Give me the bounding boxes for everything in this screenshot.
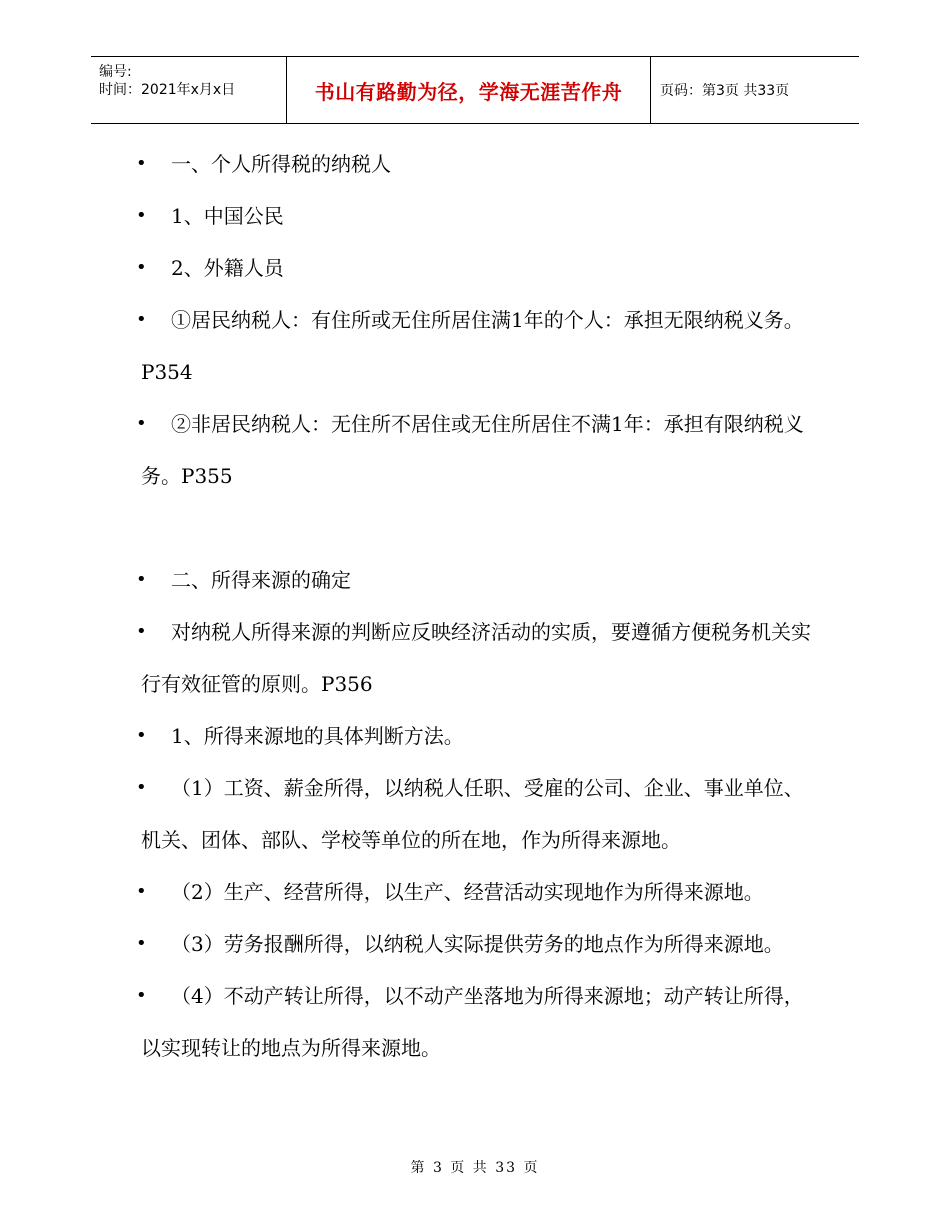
list-item bbox=[136, 190, 821, 242]
list-item bbox=[136, 710, 821, 762]
paragraph-text: 对纳税人所得来源的判断应反映经济活动的实质，要遵循方便税务机关实行有效征管的原则。P356 bbox=[141, 620, 811, 696]
list-item bbox=[136, 970, 821, 1074]
list-item bbox=[136, 762, 821, 866]
bullet: • bbox=[136, 777, 147, 798]
bullet: • bbox=[136, 309, 147, 330]
bullet: • bbox=[136, 413, 147, 434]
document-number-label: 编号: bbox=[99, 64, 132, 80]
list-item bbox=[136, 294, 821, 398]
bullet: • bbox=[136, 205, 147, 226]
bullet: • bbox=[136, 621, 147, 642]
list-item bbox=[136, 866, 821, 918]
paragraph-text: （4）不动产转让所得，以不动产坐落地为所得来源地；动产转让所得，以实现转让的地点为所得来源地。 bbox=[141, 984, 804, 1060]
list-item bbox=[136, 242, 821, 294]
bullet: • bbox=[136, 569, 147, 590]
paragraph-text: 1、所得来源地的具体判断方法。 bbox=[171, 724, 464, 748]
list-item bbox=[136, 138, 821, 190]
header-page-cell bbox=[650, 57, 859, 123]
document-time-label: 时间：2021年x月x日 bbox=[99, 82, 236, 98]
paragraph-text: （3）劳务报酬所得，以纳税人实际提供劳务的地点作为所得来源地。 bbox=[171, 932, 784, 956]
page-footer: 第 3 页 共 33 页 bbox=[410, 1160, 540, 1176]
paragraph-text: ②非居民纳税人：无住所不居住或无住所居住不满1年：承担有限纳税义务。P355 bbox=[141, 412, 804, 488]
header-meta bbox=[91, 57, 286, 123]
list-item bbox=[136, 918, 821, 970]
paragraph-text: （2）生产、经营所得，以生产、经营活动实现地作为所得来源地。 bbox=[171, 880, 764, 904]
paragraph-text: 一、个人所得税的纳税人 bbox=[171, 152, 391, 176]
header-motto-cell bbox=[286, 57, 651, 123]
list-item bbox=[136, 606, 821, 710]
document-body bbox=[136, 138, 821, 1074]
bullet: • bbox=[136, 257, 147, 278]
list-item bbox=[136, 398, 821, 502]
list-item bbox=[136, 554, 821, 606]
paragraph-text: 2、外籍人员 bbox=[171, 256, 284, 280]
bullet: • bbox=[136, 153, 147, 174]
paragraph-text: 二、所得来源的确定 bbox=[171, 568, 351, 592]
header-motto: 书山有路勤为径，学海无涯苦作舟 bbox=[314, 79, 623, 104]
paragraph-text: 1、中国公民 bbox=[171, 204, 284, 228]
paragraph-text: （1）工资、薪金所得，以纳税人任职、受雇的公司、企业、事业单位、机关、团体、部队、学校等单位的所在地，作为所得来源地。 bbox=[141, 776, 804, 852]
section-gap bbox=[141, 502, 821, 554]
bullet: • bbox=[136, 881, 147, 902]
page-header bbox=[91, 56, 859, 124]
bullet: • bbox=[136, 725, 147, 746]
bullet: • bbox=[136, 985, 147, 1006]
header-page-info: 页码：第3页 共33页 bbox=[660, 83, 790, 99]
bullet: • bbox=[136, 933, 147, 954]
paragraph-text: ①居民纳税人：有住所或无住所居住满1年的个人：承担无限纳税义务。P354 bbox=[141, 308, 804, 384]
